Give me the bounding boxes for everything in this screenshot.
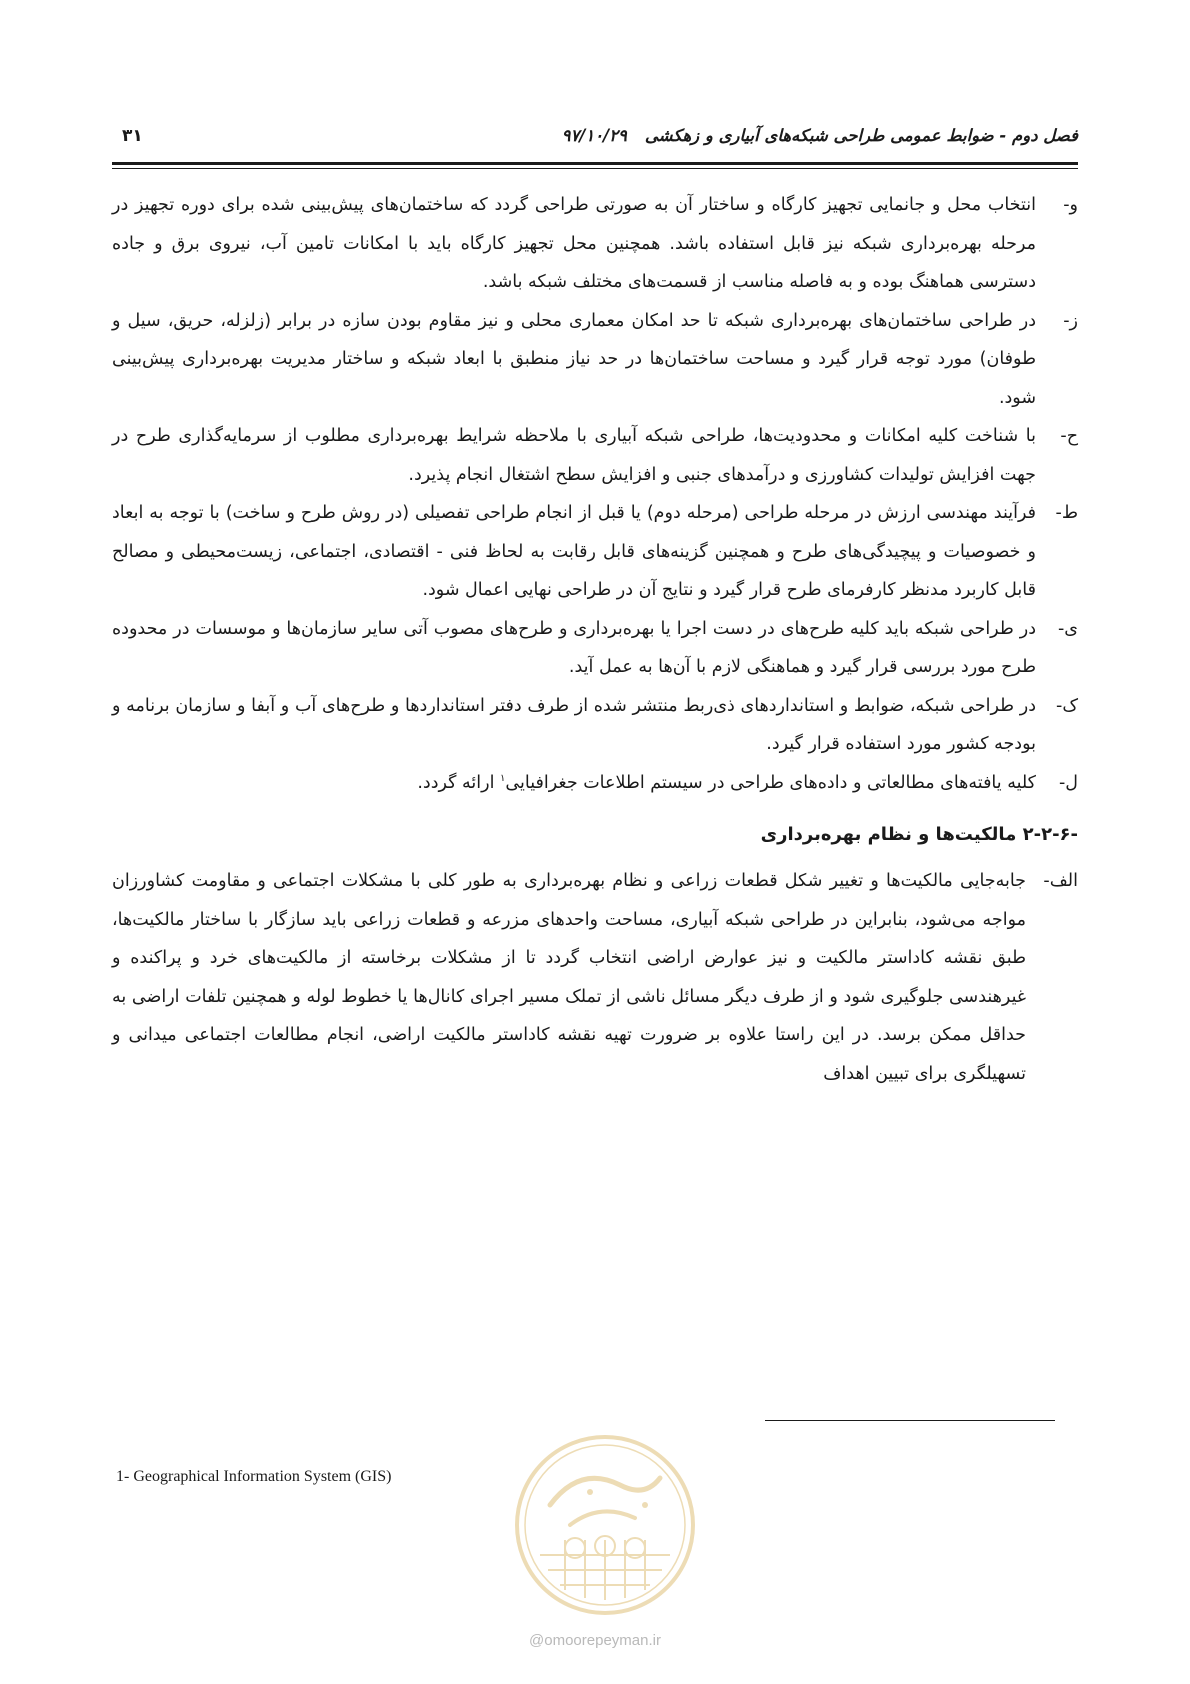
page-number: ۳۱ [122, 126, 143, 146]
section-number: ۲-۲-۶- [1022, 824, 1078, 845]
list-item [112, 687, 1078, 764]
list-item [112, 494, 1078, 610]
watermark-seal-icon [510, 1430, 700, 1620]
footnote: 1- Geographical Information System (GIS) [116, 1468, 392, 1485]
list-item-marker: ی- [1057, 618, 1078, 639]
list-item [112, 610, 1078, 687]
list-item-marker: ل- [1058, 772, 1078, 793]
list-item-text: فرآیند مهندسی ارزش در مرحله طراحی (مرحله دوم) یا قبل از انجام طراحی تفصیلی (در روش طرح و ساخت) با توجه به ابعاد و خصوصیات و پیچیدگی‌های طرح و همچنین گزینه‌های قابل رقابت به لحاظ فنی - اقتصادی، اجتماعی، زیست‌محیطی و مصالح قابل کاربرد مدنظر کارفرمای طرح قرار گیرد و نتایج آن در طراحی نهایی اعمال شود. [112, 503, 1036, 600]
footnote-reference[interactable]: ۱ [500, 772, 506, 784]
section-heading [112, 816, 1078, 854]
list-item-text: با شناخت کلیه امکانات و محدودیت‌ها، طراحی شبکه آبیاری با ملاحظه شرایط بهره‌برداری مطلوب از سرمایه‌گذاری طرح در جهت افزایش تولیدات کشاورزی و درآمدهای جنبی و افزایش سطح اشتغال انجام پذیرد. [112, 426, 1036, 485]
chapter-title [562, 126, 1078, 145]
list-item-text [112, 764, 1036, 803]
list-item-text: انتخاب محل و جانمایی تجهیز کارگاه و ساختار آن به صورتی طراحی گردد که ساختمان‌های پیش‌بینی شده برای دوره تجهیز در مرحله بهره‌برداری شبکه نیز قابل استفاده باشد. همچنین محل تجهیز کارگاه باید با امکانات تامین آب، نیروی برق و جاده دسترسی هماهنگ بوده و به فاصله مناسب از قسمت‌های مختلف شبکه باشد. [112, 195, 1036, 292]
list-item [112, 417, 1078, 494]
list-item-text: در طراحی شبکه، ضوابط و استانداردهای ذی‌ربط منتشر شده از طرف دفتر استانداردها و طرح‌های آب و آبفا و سازمان برنامه و بودجه کشور مورد استفاده قرار گیرد. [112, 695, 1036, 754]
list-item-marker: الف- [1043, 871, 1078, 891]
header-date: ۹۷/۱۰/۲۹ [561, 126, 627, 145]
footnote-separator [765, 1420, 1055, 1421]
header-rule-thick [112, 162, 1078, 165]
list-item-text: در طراحی ساختمان‌های بهره‌برداری شبکه تا حد امکان معماری محلی و نیز مقاوم بودن سازه در برابر (زلزله، حریق، سیل و طوفان) مورد توجه قرار گیرد و مساحت ساختمان‌ها در حد نیاز منطبق با ابعاد شبکه و ساختار مدیریت بهره‌برداری پیش‌بینی شود. [112, 310, 1036, 408]
list-item-marker: و- [1063, 195, 1078, 215]
list-item [112, 862, 1078, 1093]
list-item [112, 302, 1078, 418]
header-rule-thin [112, 168, 1078, 169]
section-title: مالکیت‌ها و نظام بهره‌برداری [760, 824, 1017, 845]
list-item-marker: ز- [1063, 310, 1078, 331]
chapter-title-text: فصل دوم - ضوابط عمومی طراحی شبکه‌های آبیاری و زهکشی [644, 126, 1078, 145]
list-item [112, 186, 1078, 302]
page-header [112, 126, 1078, 160]
page-body [112, 186, 1078, 1093]
watermark-url: @omoorepeyman.ir [529, 1632, 661, 1649]
list-item-marker: ح- [1060, 426, 1078, 446]
list-item-marker: ط- [1055, 503, 1078, 523]
watermark-logo [510, 1430, 700, 1620]
list-item-marker: ک- [1056, 695, 1078, 716]
list-item-text-main: کلیه یافته‌های مطالعاتی و داده‌های طراحی در سیستم اطلاعات جغرافیایی [505, 772, 1036, 793]
list-item-text: جابه‌جایی مالکیت‌ها و تغییر شکل قطعات زراعی و نظام بهره‌برداری به طور کلی با مشکلات اجتماعی و مقاومت کشاورزان مواجه می‌شود، بنابراین در طراحی شبکه آبیاری، مساحت واحدهای مزرعه و قطعات زراعی باید سازگار با ساختار مالکیت‌ها، طبق نقشه کاداستر مالکیت و نیز عوارض اراضی انتخاب گردد تا از مشکلات برخاسته از مالکیت‌های خرد و پراکنده و غیرهندسی جلوگیری شود و از طرف دیگر مسائل ناشی از تملک مسیر اجرای کانال‌ها یا خطوط لوله و همچنین تلفات اراضی به حداقل ممکن برسد. در این راستا علاوه بر ضرورت تهیه نقشه کاداستر مالکیت اراضی، انجام مطالعات اجتماعی میدانی و تسهیلگری برای تبیین اهداف [112, 871, 1026, 1084]
list-item [112, 764, 1078, 803]
list-item-text: در طراحی شبکه باید کلیه طرح‌های در دست اجرا یا بهره‌برداری و طرح‌های مصوب آتی سایر سازمان‌ها و موسسات در محدوده طرح مورد بررسی قرار گیرد و هماهنگی لازم با آن‌ها به عمل آید. [112, 618, 1036, 677]
list-item-text-end: ارائه گردد. [417, 772, 501, 793]
